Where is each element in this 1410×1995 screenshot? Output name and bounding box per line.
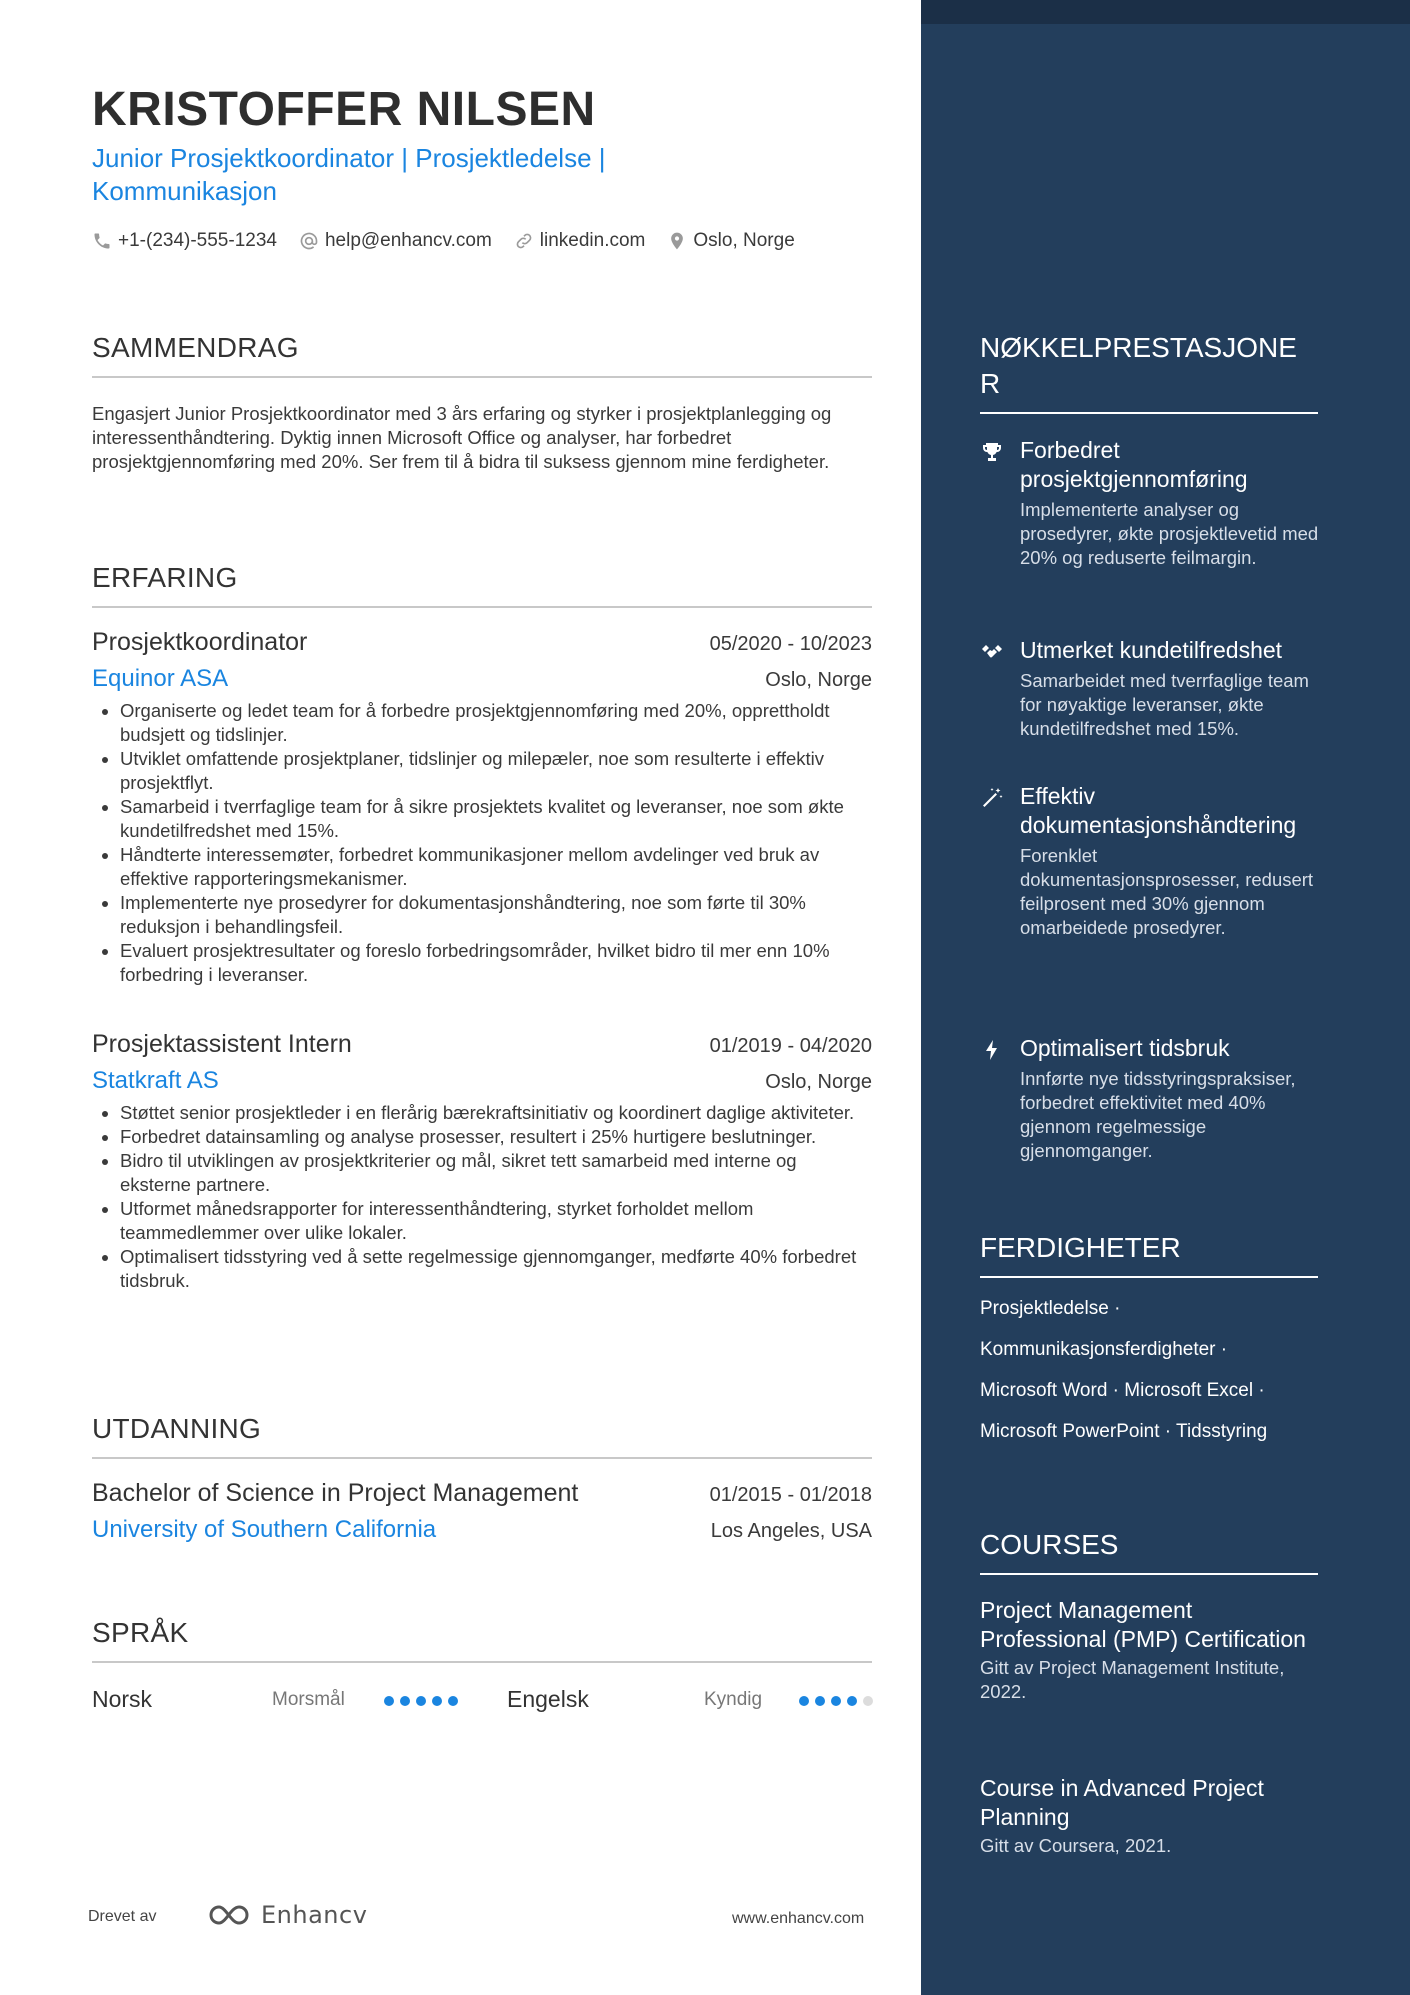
location-text: Oslo, Norge [693, 230, 795, 251]
education-entry [92, 1479, 872, 1544]
language-rating [384, 1696, 458, 1706]
achievements-title-line: R [980, 368, 1001, 399]
skill-line: Kommunikasjonsferdigheter · [980, 1339, 1228, 1360]
phone-text: +1-(234)-555-1234 [118, 230, 277, 251]
trophy-icon [980, 440, 1004, 464]
job-company[interactable]: Equinor ASA [92, 665, 229, 692]
summary-text: Engasjert Junior Prosjektkoordinator med 3 års erfaring og styrker i prosjektplanlegging og interessenthåndtering. Dyktig innen Microsoft Office og analyser, har forbedret prosjektgjennomføring med 20%. Ser frem til å bidra til suksess gjennom mine ferdigheter. [92, 403, 832, 472]
bullet-item: • Optimalisert tidsstyring ved å sette regelmessige gjennomganger, medførte 40% forbedret tidsbruk. [120, 1245, 872, 1293]
achievement-description: Implementerte analyser og prosedyrer, økte prosjektlevetid med 20% og reduserte feilmargin. [1020, 499, 1319, 568]
skill-line: Microsoft Word · Microsoft Excel · [980, 1380, 1265, 1401]
job-entry [92, 1030, 872, 1293]
rating-dot [847, 1696, 857, 1706]
job-title: Prosjektkoordinator [92, 628, 308, 656]
achievement-title: Utmerket kundetilfredshet [1020, 637, 1283, 663]
courses-section-title: COURSES [980, 1527, 1318, 1575]
languages-section-title: SPRÅK [92, 1617, 872, 1663]
job-location: Oslo, Norge [765, 1071, 872, 1093]
achievement-item [980, 436, 1320, 570]
education-dates: 01/2015 - 01/2018 [709, 1484, 872, 1506]
contact-phone[interactable] [92, 230, 277, 252]
achievement-title: Forbedret prosjektgjennomføring [1020, 437, 1248, 492]
bullet-item: • Implementerte nye prosedyrer for dokumentasjonshåndtering, noe som førte til 30% reduksjon i behandlingsfeil. [120, 891, 872, 939]
language-level: Morsmål [272, 1689, 345, 1710]
bullet-item: • Håndterte interessemøter, forbedret kommunikasjoner mellom avdelinger ved bruk av effektive rapporteringsmekanismer. [120, 843, 872, 891]
summary-section-title: SAMMENDRAG [92, 332, 872, 378]
course-title: Project Management Professional (PMP) Certification [980, 1597, 1306, 1652]
candidate-name: KRISTOFFER NILSEN [92, 83, 596, 136]
rating-dot [384, 1696, 394, 1706]
contact-email[interactable] [299, 230, 492, 252]
rating-dot [863, 1696, 873, 1706]
link-icon [514, 231, 534, 251]
rating-dot [448, 1696, 458, 1706]
bullet-item: • Støttet senior prosjektleder i en flerårig bærekraftsinitiativ og koordinert daglige aktiviteter. [120, 1101, 872, 1125]
degree-title: Bachelor of Science in Project Management [92, 1479, 579, 1507]
job-dates: 05/2020 - 10/2023 [709, 633, 872, 655]
language-level: Kyndig [704, 1689, 763, 1710]
candidate-headline [92, 142, 692, 208]
bullet-item: • Organiserte og ledet team for å forbedre prosjektgjennomføring med 20%, opprettholdt budsjett og tidslinjer. [120, 699, 872, 747]
course-title: Course in Advanced Project Planning [980, 1775, 1264, 1830]
school-name[interactable]: University of Southern California [92, 1516, 437, 1543]
linkedin-text: linkedin.com [539, 230, 646, 251]
skills-list [980, 1297, 1320, 1461]
achievement-description: Innførte nye tidsstyringspraksiser, forbedret effektivitet med 40% gjennom regelmessige gjennomganger. [1020, 1068, 1296, 1161]
job-dates: 01/2019 - 04/2020 [709, 1035, 872, 1057]
sidebar-top-bar [921, 0, 1410, 24]
school-location: Los Angeles, USA [710, 1520, 872, 1542]
job-bullets [92, 699, 872, 987]
bullet-item: • Bidro til utviklingen av prosjektkriterier og mål, sikret tett samarbeid med interne og eksterne partnere. [120, 1149, 872, 1197]
headline-line: Kommunikasjon [92, 176, 277, 206]
headline-line: Junior Prosjektkoordinator | Prosjektledelse | [92, 143, 606, 173]
skill-line: Microsoft PowerPoint · Tidsstyring [980, 1421, 1268, 1442]
bullet-item: • Utformet månedsrapporter for interessenthåndtering, styrket forholdet mellom teammedlemmer over ulike lokaler. [120, 1197, 872, 1245]
job-entry [92, 628, 872, 987]
course-description: Gitt av Project Management Institute, 2022. [980, 1657, 1285, 1702]
skills-section-title: FERDIGHETER [980, 1230, 1318, 1278]
at-icon [299, 231, 319, 251]
rating-dot [799, 1696, 809, 1706]
bullet-item: • Samarbeid i tverrfaglige team for å sikre prosjektets kvalitet og leveranser, noe som økte kundetilfredshet med 15%. [120, 795, 872, 843]
job-bullets [92, 1101, 872, 1293]
experience-section-title: ERFARING [92, 562, 872, 608]
education-section-title: UTDANNING [92, 1413, 872, 1459]
footer [0, 1900, 1410, 1940]
contact-bar [92, 230, 795, 252]
rating-dot [416, 1696, 426, 1706]
achievements-section-title [980, 330, 1318, 414]
achievement-item [980, 1034, 1320, 1163]
achievement-title: Optimalisert tidsbruk [1020, 1035, 1230, 1061]
achievement-item [980, 636, 1320, 741]
phone-icon [92, 231, 112, 251]
job-location: Oslo, Norge [765, 669, 872, 691]
handshake-icon [980, 640, 1004, 664]
lightning-icon [980, 1038, 1004, 1062]
course-description: Gitt av Coursera, 2021. [980, 1835, 1172, 1856]
achievements-title-line: NØKKELPRESTASJONE [980, 332, 1297, 363]
bullet-item: • Utviklet omfattende prosjektplaner, tidslinjer og milepæler, noe som resulterte i effektiv prosjektflyt. [120, 747, 872, 795]
contact-linkedin[interactable] [514, 230, 646, 252]
languages-row [92, 1686, 872, 1726]
course-item [980, 1774, 1318, 1858]
course-item [980, 1596, 1318, 1704]
language-name: Norsk [92, 1686, 153, 1712]
location-pin-icon [667, 231, 687, 251]
infinity-logo-icon [207, 1900, 255, 1930]
achievement-item [980, 782, 1320, 940]
language-name: Engelsk [507, 1686, 589, 1712]
rating-dot [432, 1696, 442, 1706]
bullet-item: • Forbedret datainsamling og analyse prosesser, resultert i 25% hurtigere beslutninger. [120, 1125, 872, 1149]
skill-line: Prosjektledelse · [980, 1298, 1121, 1319]
achievement-title: Effektiv dokumentasjonshåndtering [1020, 783, 1297, 838]
email-text: help@enhancv.com [324, 230, 492, 251]
rating-dot [400, 1696, 410, 1706]
rating-dot [831, 1696, 841, 1706]
website-link[interactable]: www.enhancv.com [732, 1910, 865, 1927]
achievement-description: Samarbeidet med tverrfaglige team for nøyaktige leveranser, økte kundetilfredshet med 15%. [1020, 670, 1309, 739]
rating-dot [815, 1696, 825, 1706]
magic-wand-icon [980, 786, 1004, 810]
job-title: Prosjektassistent Intern [92, 1030, 352, 1058]
enhancv-logo[interactable] [207, 1900, 367, 1930]
brand-name: Enhancv [261, 1901, 368, 1929]
contact-location [667, 230, 794, 252]
job-company[interactable]: Statkraft AS [92, 1067, 219, 1094]
bullet-item: • Evaluert prosjektresultater og foreslo forbedringsområder, hvilket bidro til mer enn 10% forbedring i leveranser. [120, 939, 872, 987]
language-rating [799, 1696, 873, 1706]
powered-by-label: Drevet av [88, 1908, 157, 1925]
achievement-description: Forenklet dokumentasjonsprosesser, redusert feilprosent med 30% gjennom omarbeidede prosedyrer. [1020, 845, 1314, 938]
